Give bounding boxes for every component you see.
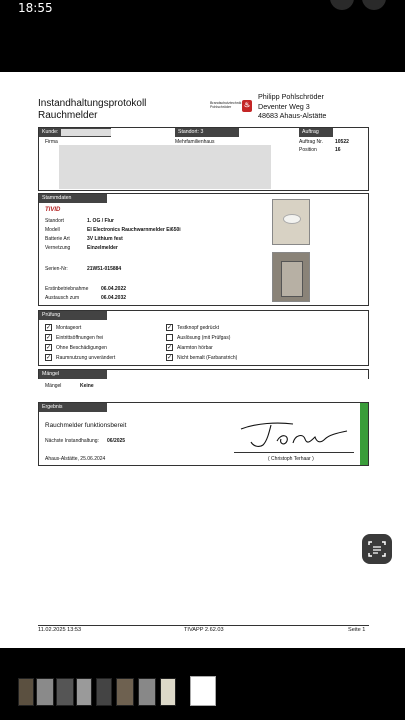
close-icon[interactable] [362,0,386,10]
row-value: 3V Lithium fest [87,236,123,242]
checkbox-mounting[interactable]: ✓ [46,325,52,331]
thumbnail[interactable] [160,678,176,706]
row-value: Einzelmelder [87,245,118,251]
thumbnail[interactable] [56,678,74,706]
check-label: Alarmton hörbar [177,345,213,351]
result-status-bar [360,403,368,465]
tivid-brand: TIVID [45,207,61,213]
logo-text: Brandschutztechnik Pohlschröder [210,101,242,110]
serial-number: 21W51-015884 [87,266,122,272]
serial-label: Serien-Nr: [45,266,68,272]
place-date: Ahaus-Alstätte, 25.06.2024 [45,456,106,462]
document-page [0,72,405,648]
thumbnail[interactable] [36,678,54,706]
result-section [38,402,369,466]
text-scan-button[interactable] [362,534,392,564]
address-name: Philipp Pohlschröder [258,92,324,101]
flame-icon: ♨ [242,100,252,112]
thumbnail[interactable] [76,678,92,706]
thumbnail[interactable] [18,678,34,706]
check-label: Ohne Beschädigungen [56,345,107,351]
defects-value: Keine [80,383,94,389]
order-number-label: Auftrag Nr. [299,139,323,145]
master-data-section [38,193,369,306]
checkbox-test-button[interactable]: ✓ [167,325,173,331]
order-number: 10522 [335,139,349,145]
replace-label: Austausch zum [45,295,80,301]
more-options-icon[interactable] [330,0,354,10]
location-header: Standort: 3 [175,128,239,137]
master-data-header: Stammdaten [39,194,107,203]
footer-app-version: TIVAPP 2.62.03 [184,627,224,633]
smoke-detector-photo[interactable] [272,199,310,245]
defects-header: Mängel [39,370,107,379]
thumbnail-current[interactable] [190,676,216,706]
checkbox-room-use[interactable]: ✓ [46,355,52,361]
checkbox-openings[interactable]: ✓ [46,335,52,341]
signer-name: ( Christoph Terhaar ) [268,456,314,462]
company-address [258,92,326,121]
customer-header: Kunde: [39,128,111,137]
title-line-1: Instandhaltungsprotokoll [38,98,147,109]
title-line-2: Rauchmelder [38,110,98,121]
checkbox-damage[interactable]: ✓ [46,345,52,351]
footer-timestamp: 11.02.2025 13:53 [38,627,82,633]
row-label: Batterie Art [45,236,70,242]
checkbox-test-gas[interactable] [166,334,173,341]
firma-label: Firma [45,139,58,145]
check-label: Eintrittsöffnungen frei [56,335,104,341]
signature-image [237,419,349,451]
thumbnail[interactable] [96,678,112,706]
status-bar [0,0,405,72]
check-label: Testknopf gedrückt [177,325,219,331]
thumbnail[interactable] [138,678,156,706]
customer-section [38,127,369,191]
scan-text-icon [368,540,386,558]
row-label: Modell [45,227,60,233]
row-value: EI Electronics Rauchwarnmelder Ei650i [87,227,181,233]
check-label: Raumnutzung unverändert [56,355,116,361]
check-label: Montageort [56,325,82,331]
check-label: Auslösung (mit Prüfgas) [177,335,231,341]
redacted-address [59,145,271,189]
thumbnail[interactable] [116,678,134,706]
company-logo [210,100,252,114]
address-city: 48683 Ahaus-Alstätte [258,111,327,121]
thumbnail-strip [0,648,405,720]
first-use-date: 06.04.2022 [101,286,127,292]
building-type: Mehrfamilienhaus [175,139,215,145]
location-photo[interactable] [272,252,310,302]
order-header: Auftrag [299,128,333,137]
row-value: 1. OG / Flur [87,218,114,224]
check-label: Nicht bemalt (Farbanstrich) [177,355,238,361]
next-maintenance-date: 06/2025 [107,438,126,444]
position-label: Position [299,147,317,153]
result-text: Rauchmelder funktionsbereit [45,422,127,429]
address-street: Deventer Weg 3 [258,101,310,111]
result-header: Ergebnis [39,403,107,412]
defects-section [38,369,369,379]
row-label: Vernetzung [45,245,71,251]
replace-date: 06.04.2032 [101,295,127,301]
first-use-label: Erstinbetriebnahme [45,286,89,292]
document-title [38,98,146,122]
inspection-section [38,310,369,366]
position-value: 16 [335,147,341,153]
checkbox-paint[interactable]: ✓ [167,355,173,361]
row-label: Standort [45,218,64,224]
next-maintenance-label: Nächste Instandhaltung: [45,438,99,444]
footer-page: Seite 1 [348,627,366,633]
checkbox-alarm[interactable]: ✓ [167,345,173,351]
defects-label: Mängel [45,383,62,389]
status-time: 18:55 [18,1,53,15]
inspection-header: Prüfung [39,311,107,320]
